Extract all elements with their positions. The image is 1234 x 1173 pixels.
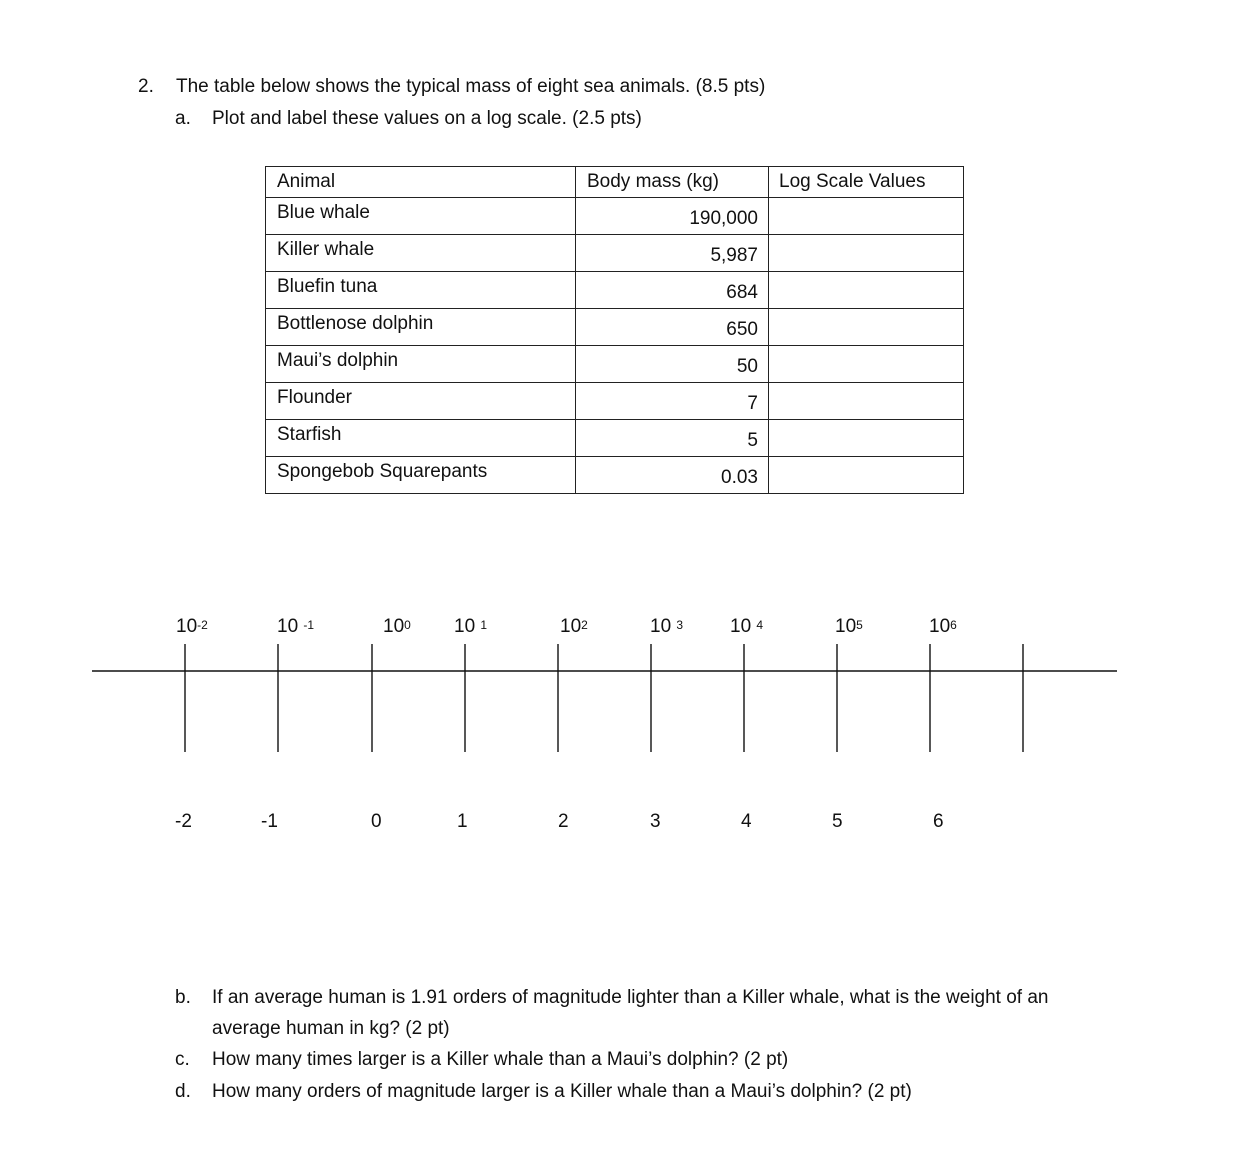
mass-cell: 190,000 (576, 198, 769, 235)
power-label: 10 $^{-1}$ (277, 616, 315, 637)
part-a-letter: a. (175, 108, 191, 129)
power-label: $10^5$ (835, 616, 863, 637)
part-b-text-line1: If an average human is 1.91 orders of magnitude lighter than a Killer whale, what is the weight of an (212, 987, 1049, 1008)
part-b-text-line2: average human in kg? (2 pt) (212, 1018, 450, 1039)
mass-cell: 50 (576, 346, 769, 383)
header-body-mass: Body mass (kg) (576, 167, 769, 198)
animal-cell: Maui’s dolphin (266, 346, 576, 383)
power-label: $10^0$ (383, 616, 411, 637)
exponent-label: 4 (741, 811, 752, 832)
part-c-text: How many times larger is a Killer whale than a Maui’s dolphin? (2 pt) (212, 1049, 789, 1070)
part-d-letter: d. (175, 1081, 191, 1102)
exponent-label: 6 (933, 811, 944, 832)
part-b-letter: b. (175, 987, 191, 1008)
animal-cell: Bluefin tuna (266, 272, 576, 309)
mass-cell: 7 (576, 383, 769, 420)
power-label: $10^2$ (560, 616, 588, 637)
power-label: 10 $^1$ (454, 616, 488, 637)
exponent-label: 3 (650, 811, 661, 832)
animal-cell: Blue whale (266, 198, 576, 235)
question-text: The table below shows the typical mass of eight sea animals. (8.5 pts) (176, 76, 766, 97)
exponent-label: -1 (261, 811, 278, 832)
question-number: 2. (138, 76, 154, 97)
header-animal: Animal (266, 167, 576, 198)
animal-cell: Bottlenose dolphin (266, 309, 576, 346)
part-d-text: How many orders of magnitude larger is a Killer whale than a Maui’s dolphin? (2 pt) (212, 1081, 912, 1102)
power-label: $10^6$ (929, 616, 957, 637)
animal-cell: Flounder (266, 383, 576, 420)
mass-cell: 5,987 (576, 235, 769, 272)
exponent-label: 2 (558, 811, 569, 832)
mass-cell: 650 (576, 309, 769, 346)
part-c-letter: c. (175, 1049, 190, 1070)
power-label: $10^{-2}$ (176, 616, 208, 637)
part-a-text: Plot and label these values on a log scale. (2.5 pts) (212, 108, 642, 129)
animal-cell: Spongebob Squarepants (266, 457, 576, 494)
exponent-label: 0 (371, 811, 382, 832)
power-label: 10 $^3$ (650, 616, 684, 637)
power-label: 10 $^4$ (730, 616, 764, 637)
mass-cell: 5 (576, 420, 769, 457)
animal-cell: Killer whale (266, 235, 576, 272)
header-log-scale: Log Scale Values (769, 167, 964, 198)
exponent-label: 5 (832, 811, 843, 832)
mass-cell: 684 (576, 272, 769, 309)
animal-cell: Starfish (266, 420, 576, 457)
mass-cell: 0.03 (576, 457, 769, 494)
exponent-label: -2 (175, 811, 192, 832)
exponent-label: 1 (457, 811, 468, 832)
